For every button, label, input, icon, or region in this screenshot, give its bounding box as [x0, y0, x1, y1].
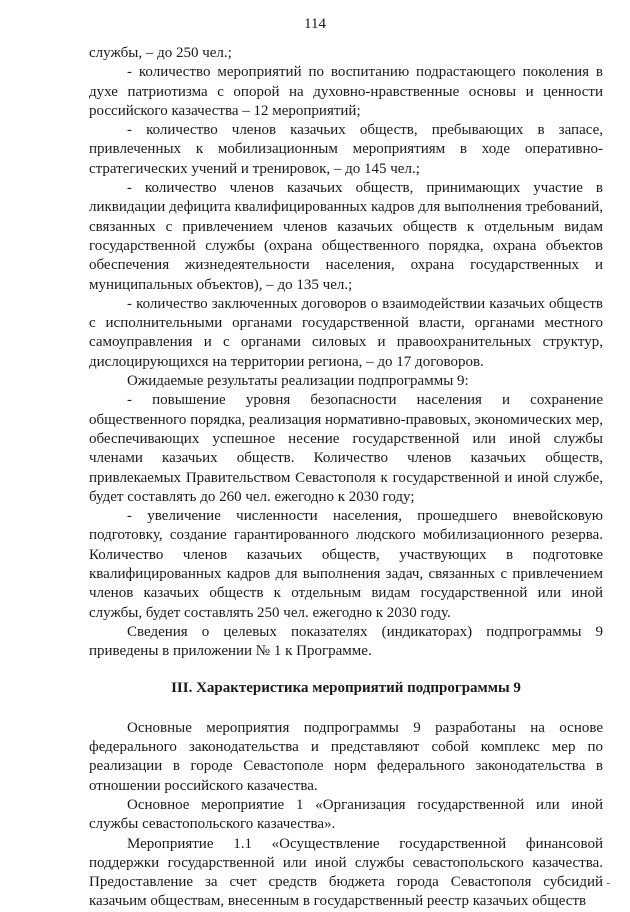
page-number: 114 [304, 16, 326, 32]
paragraph: - увеличение численности населения, прошедшего вневойсковую подготовку, создание гарантированного людского мобилизационного резерва. Количество членов казачьих обществ, участвующих в подготовке квалифицированных кадров для выполнения задач, связанных с привлечением членов казачьих обществ к отдельным видам государственной или иной службы, будет составлять 250 чел. ежегодно к 2030 году. [89, 508, 603, 621]
corner-mark: - [606, 878, 610, 889]
paragraph: - количество членов казачьих обществ, пребывающих в запасе, привлеченных к мобилизационным мероприятиям в ходе оперативно-стратегических учений и тренировок, – до 145 чел.; [89, 122, 603, 177]
paragraph: - повышение уровня безопасности населения и сохранение общественного порядка, реализация нормативно-правовых, экономических мер, обеспечивающих успешное несение государственной или иной службы членами казачьих обществ. Количество членов казачьих обществ, привлекаемых Правительством Севастополя к государственной и иной службе, будет составлять до 260 чел. ежегодно к 2030 году; [89, 392, 603, 505]
paragraph: - количество членов казачьих обществ, принимающих участие в ликвидации дефицита квалифицированных кадров для выполнения требований, связанных с привлечением членов казачьих обществ к отдельным видам государственной службы (охрана общественного порядка, охрана объектов обеспечения жизнедеятельности населения, охрана государственных и муниципальных объектов), – до 135 чел.; [89, 180, 603, 293]
paragraph: службы, – до 250 чел.; [89, 45, 232, 61]
paragraphs-top [89, 44, 603, 662]
paragraph: - количество мероприятий по воспитанию подрастающего поколения в духе патриотизма с опорой на духовно-нравственные основы и ценности российского казачества – 12 мероприятий; [89, 64, 603, 119]
paragraph: Мероприятие 1.1 «Осуществление государственной финансовой поддержки государственной или иной службы севастопольского казачества. Предоставление за счет средств бюджета города Севастополя субсидий казачьим обществам, внесенным в государственный реестр казачьих обществ [89, 835, 603, 910]
paragraph: - количество заключенных договоров о взаимодействии казачьих обществ с исполнительными органами государственной власти, органами местного самоуправления и с органами силовых и правоохранительных структур, дислоцирующихся на территории региона, – до 17 договоров. [89, 295, 603, 370]
paragraph: Основное мероприятие 1 «Организация государственной или иной службы севастопольского казачества». [89, 796, 603, 833]
paragraph: Сведения о целевых показателях (индикаторах) подпрограммы 9 приведены в приложении № 1 к Программе. [89, 623, 603, 660]
paragraphs-bottom [89, 719, 603, 912]
document-body [89, 44, 603, 912]
paragraph: Ожидаемые результаты реализации подпрограммы 9: [127, 373, 469, 390]
paragraph: Основные мероприятия подпрограммы 9 разработаны на основе федерального законодательства и представляют собой комплекс мер по реализации в городе Севастополе норм федерального законодательства в отношении российского казачества. [89, 719, 603, 794]
section-heading: III. Характеристика мероприятий подпрограммы 9 [171, 679, 521, 696]
